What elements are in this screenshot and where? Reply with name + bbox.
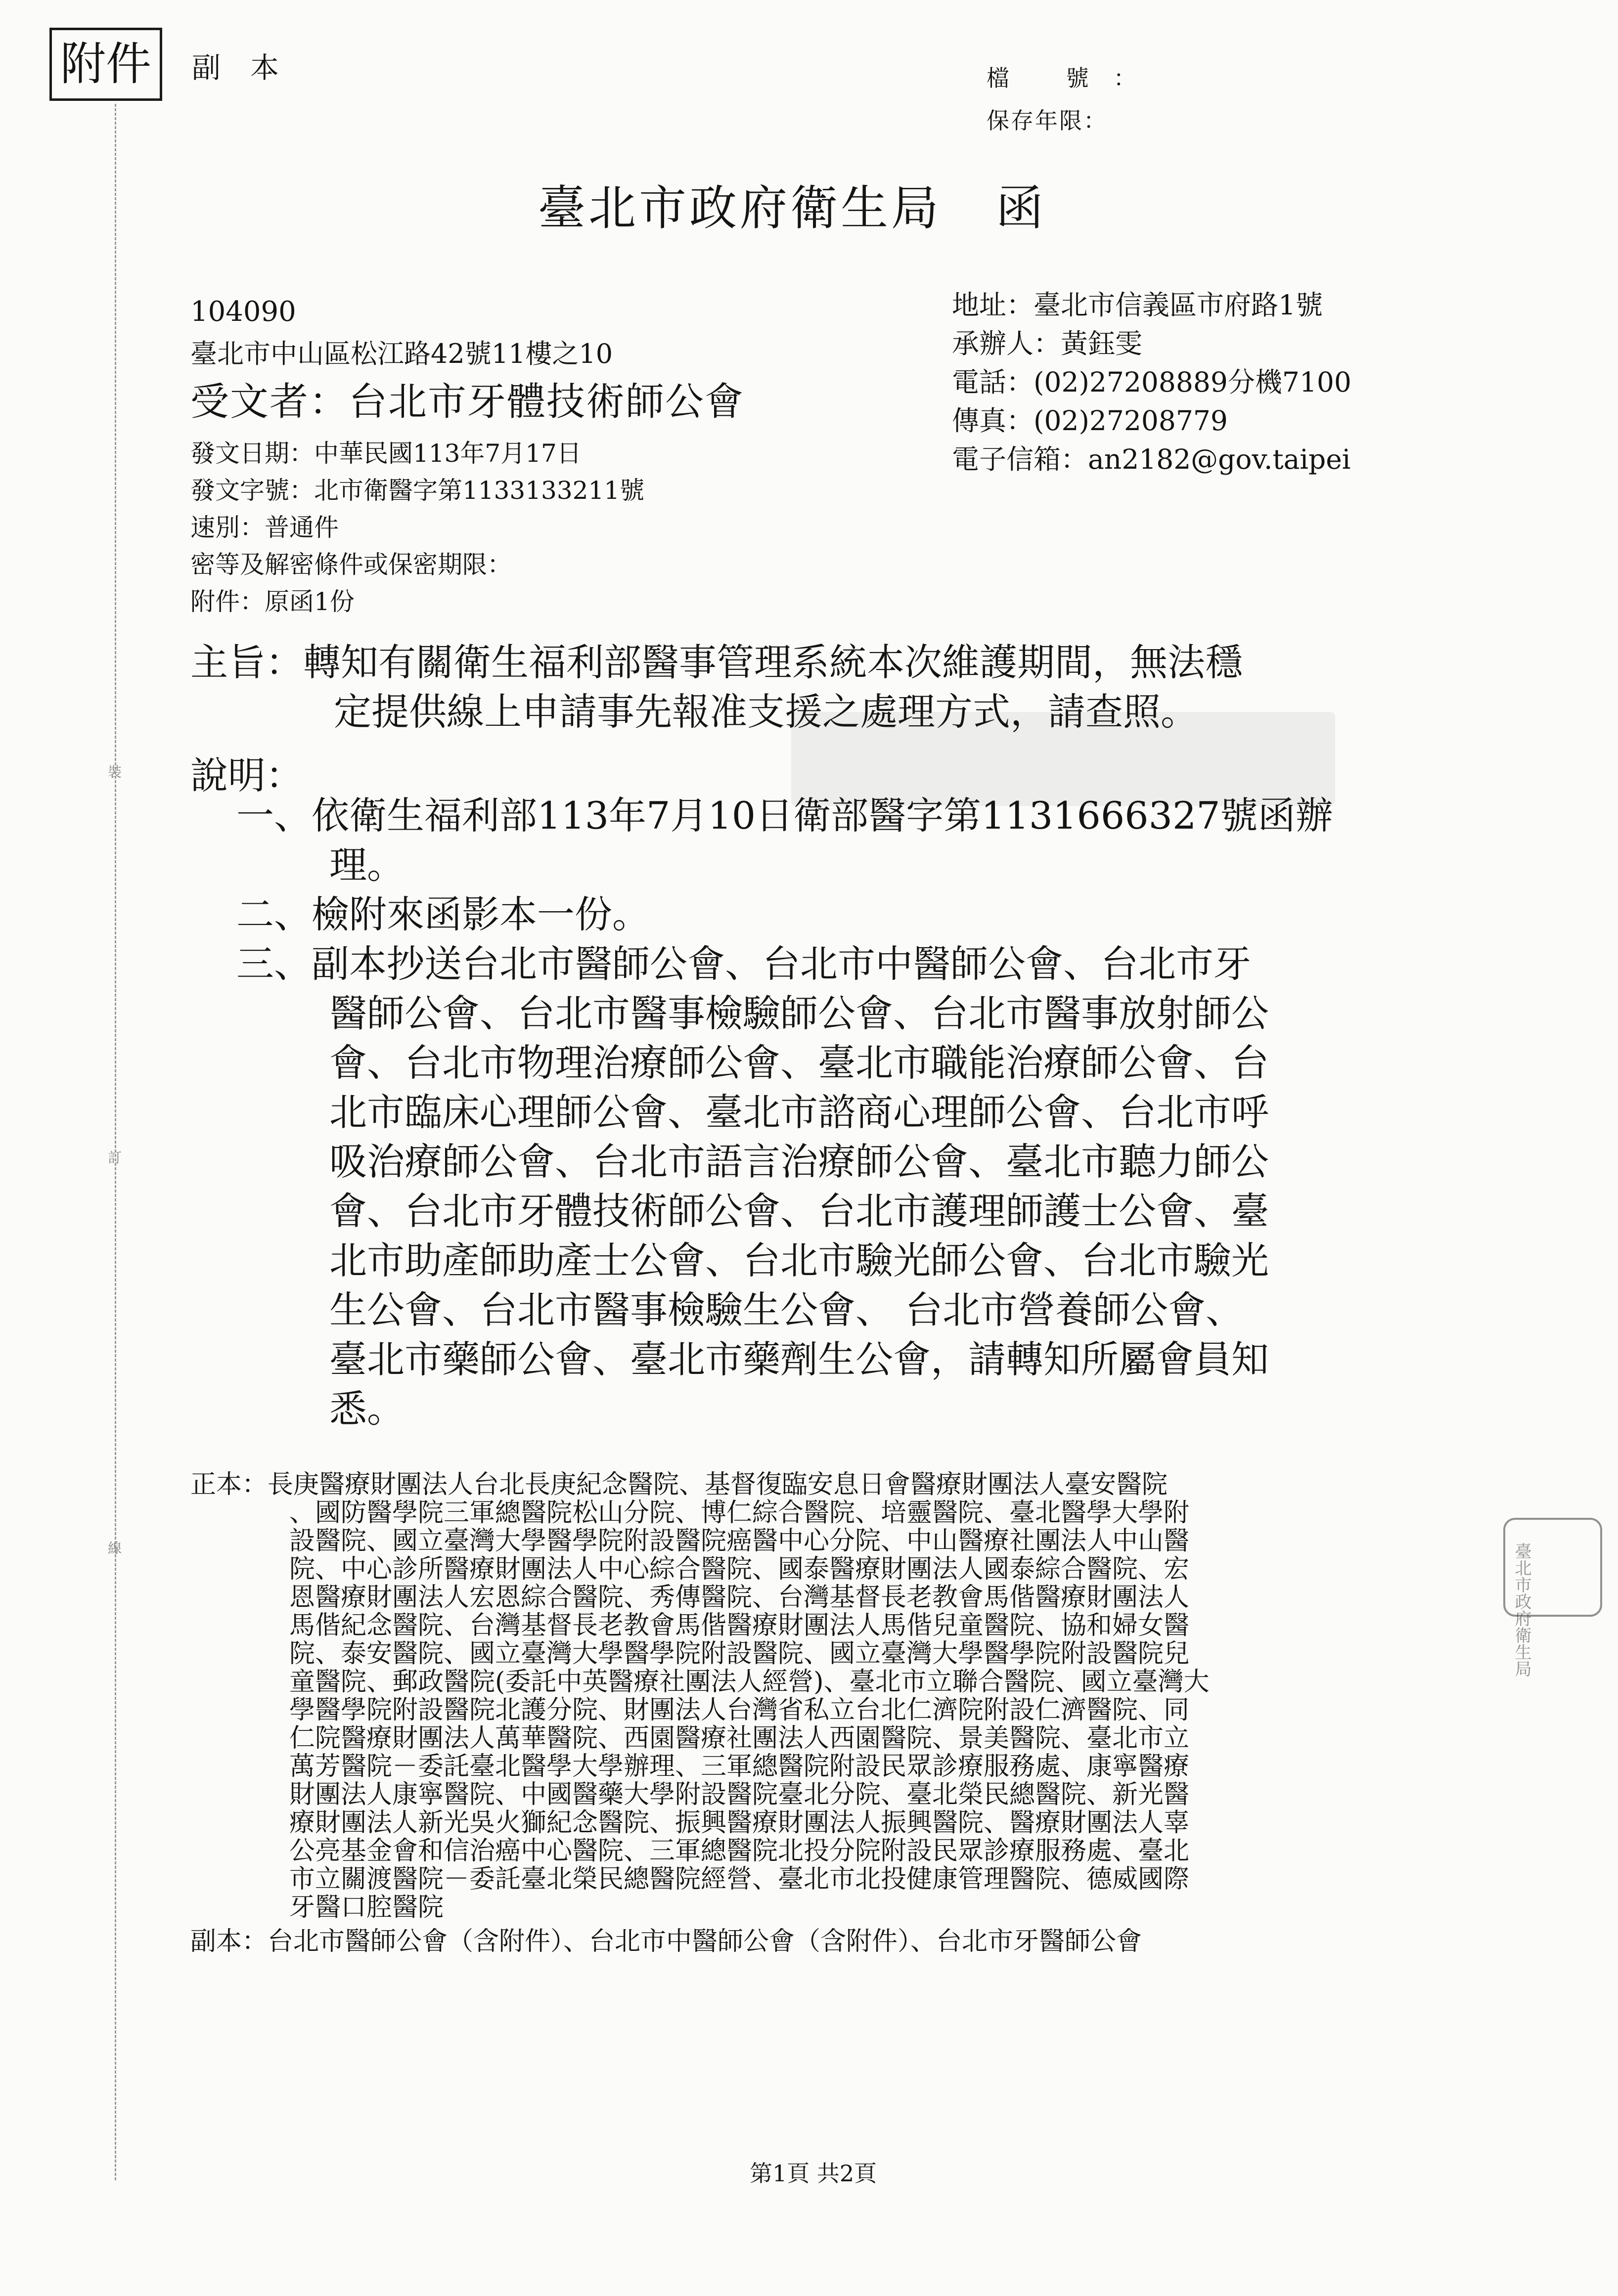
description-item-2: 二、檢附來函影本一份。 [236, 892, 650, 936]
main-recipients-line: 正本：長庚醫療財團法人台北長庚紀念醫院、基督復臨安息日會醫療財團法人臺安醫院 [190, 1470, 1168, 1500]
main-recipients-line: 市立關渡醫院－委託臺北榮民總醫院經營、臺北市北投健康管理醫院、德威國際 [289, 1864, 1190, 1894]
description-item-1-cont: 理。 [329, 843, 404, 887]
document-title [538, 171, 1046, 238]
main-recipients-line: 療財團法人新光吳火獅紀念醫院、振興醫療財團法人振興醫院、醫療財團法人辜 [289, 1808, 1190, 1838]
main-recipients-line: 仁院醫療財團法人萬華醫院、西園醫療社團法人西園醫院、景美醫院、臺北市立 [289, 1723, 1190, 1753]
binding-mark-1: 裝 [108, 764, 122, 780]
cc-recipients-line: 副本：台北市醫師公會（含附件）、台北市中醫師公會（含附件）、台北市牙醫師公會 [190, 1927, 1142, 1956]
distribution-list [190, 1471, 1210, 1956]
main-recipients-line: 院、泰安醫院、國立臺灣大學醫學院附設醫院、國立臺灣大學醫學院附設醫院兒 [289, 1639, 1190, 1669]
main-recipients-line: 財團法人康寧醫院、中國醫藥大學附設醫院臺北分院、臺北榮民總醫院、新光醫 [289, 1780, 1190, 1810]
description-item-3-cont: 北市助產師助產士公會、台北市驗光師公會、台北市驗光 [329, 1238, 1269, 1282]
file-number-label: 檔 號： [987, 65, 1161, 91]
phone: 電話：(02)27208889分機7100 [952, 366, 1351, 398]
official-seal-text: 臺北市政府衛生局 [1512, 1543, 1531, 1677]
binding-mark-3: 線 [108, 1540, 122, 1556]
description-item-3-cont: 北市臨床心理師公會、臺北市諮商心理師公會、台北市呼 [329, 1090, 1269, 1134]
main-recipients-line: 、國防醫學院三軍總醫院松山分院、博仁綜合醫院、培靈醫院、臺北醫學大學附 [289, 1498, 1190, 1528]
subject-line: 定提供線上申請事先報准支援之處理方式，請查照。 [334, 690, 1198, 734]
description-item-3-cont: 會、台北市牙體技術師公會、台北市護理師護士公會、臺 [329, 1189, 1269, 1233]
description-item-3-cont: 臺北市藥師公會、臺北市藥劑生公會，請轉知所屬會員知 [329, 1337, 1269, 1381]
email[interactable]: 電子信箱：an2182@gov.taipei [952, 443, 1351, 475]
reference-number: 發文字號：北市衛醫字第1133133211號 [190, 476, 645, 505]
page-number: 第1頁 共2頁 [750, 2160, 877, 2187]
binding-line [115, 104, 116, 2180]
description-item-3: 三、副本抄送台北市醫師公會、台北市中醫師公會、台北市牙 [236, 942, 1251, 986]
main-recipients-line: 公亮基金會和信治癌中心醫院、三軍總醫院北投分院附設民眾診療服務處、臺北 [289, 1836, 1190, 1866]
recipient-address: 臺北市中山區松江路42號11樓之10 [190, 338, 613, 369]
description-label: 說明： [190, 753, 303, 797]
description-item-3-cont: 醫師公會、台北市醫事檢驗師公會、台北市醫事放射師公 [329, 991, 1269, 1035]
agency-name: 臺北市政府衛生局 [538, 180, 942, 236]
description-item-3-cont: 吸治療師公會、台北市語言治療師公會、臺北市聽力師公 [329, 1140, 1269, 1184]
delivery-speed: 速別：普通件 [190, 513, 339, 542]
recipient-name: 受文者：台北市牙體技術師公會 [190, 380, 745, 424]
attachment-stamp: 附件 [49, 28, 162, 101]
document-type: 函 [996, 180, 1046, 236]
sender-contact-block [952, 286, 1351, 479]
description-item-3-cont: 生公會、台北市醫事檢驗生公會、 台北市營養師公會、 [329, 1288, 1244, 1332]
main-recipients-line: 學醫學院附設醫院北護分院、財團法人台灣省私立台北仁濟院附設仁濟醫院、同 [289, 1695, 1190, 1725]
main-recipients-line: 童醫院、郵政醫院(委託中英醫療社團法人經營)、臺北市立聯合醫院、國立臺灣大 [289, 1667, 1210, 1697]
handler: 承辦人：黃鈺雯 [952, 328, 1143, 359]
subject-section [190, 638, 1243, 737]
main-recipients-line: 院、中心診所醫療財團法人中心綜合醫院、國泰醫療財團法人國泰綜合醫院、宏 [289, 1554, 1190, 1584]
description-items [236, 791, 1333, 1434]
subject-line: 主旨：轉知有關衛生福利部醫事管理系統本次維護期間，無法穩 [190, 640, 1243, 684]
retention-period-label: 保存年限： [987, 107, 1108, 134]
main-recipients-line: 萬芳醫院－委託臺北醫學大學辦理、三軍總醫院附設民眾診療服務處、康寧醫療 [289, 1752, 1190, 1781]
description-item-3-cont: 悉。 [329, 1387, 404, 1431]
issue-date: 發文日期：中華民國113年7月17日 [190, 439, 582, 468]
description-item-3-cont: 會、台北市物理治療師公會、臺北市職能治療師公會、台 [329, 1041, 1269, 1085]
recipient-zip: 104090 [190, 296, 296, 328]
sender-address: 地址：臺北市信義區市府路1號 [952, 289, 1323, 321]
copy-label: 副本 [192, 51, 309, 85]
fax: 傳真：(02)27208779 [952, 405, 1228, 437]
main-recipients-line: 馬偕紀念醫院、台灣基督長老教會馬偕醫療財團法人馬偕兒童醫院、協和婦女醫 [289, 1611, 1190, 1640]
secrecy-level: 密等及解密條件或保密期限： [190, 550, 512, 579]
description-item-1: 一、依衛生福利部113年7月10日衛部醫字第1131666327號函辦 [236, 794, 1333, 838]
binding-mark-2: 訂 [108, 1149, 122, 1166]
main-recipients-line: 牙醫口腔醫院 [289, 1893, 444, 1922]
main-recipients-line: 恩醫療財團法人宏恩綜合醫院、秀傳醫院、台灣基督長老教會馬偕醫療財團法人 [289, 1583, 1190, 1612]
main-recipients-line: 設醫院、國立臺灣大學醫學院附設醫院癌醫中心分院、中山醫療社團法人中山醫 [289, 1526, 1190, 1556]
document-meta [190, 435, 644, 620]
attachment-note: 附件：原函1份 [190, 587, 355, 616]
